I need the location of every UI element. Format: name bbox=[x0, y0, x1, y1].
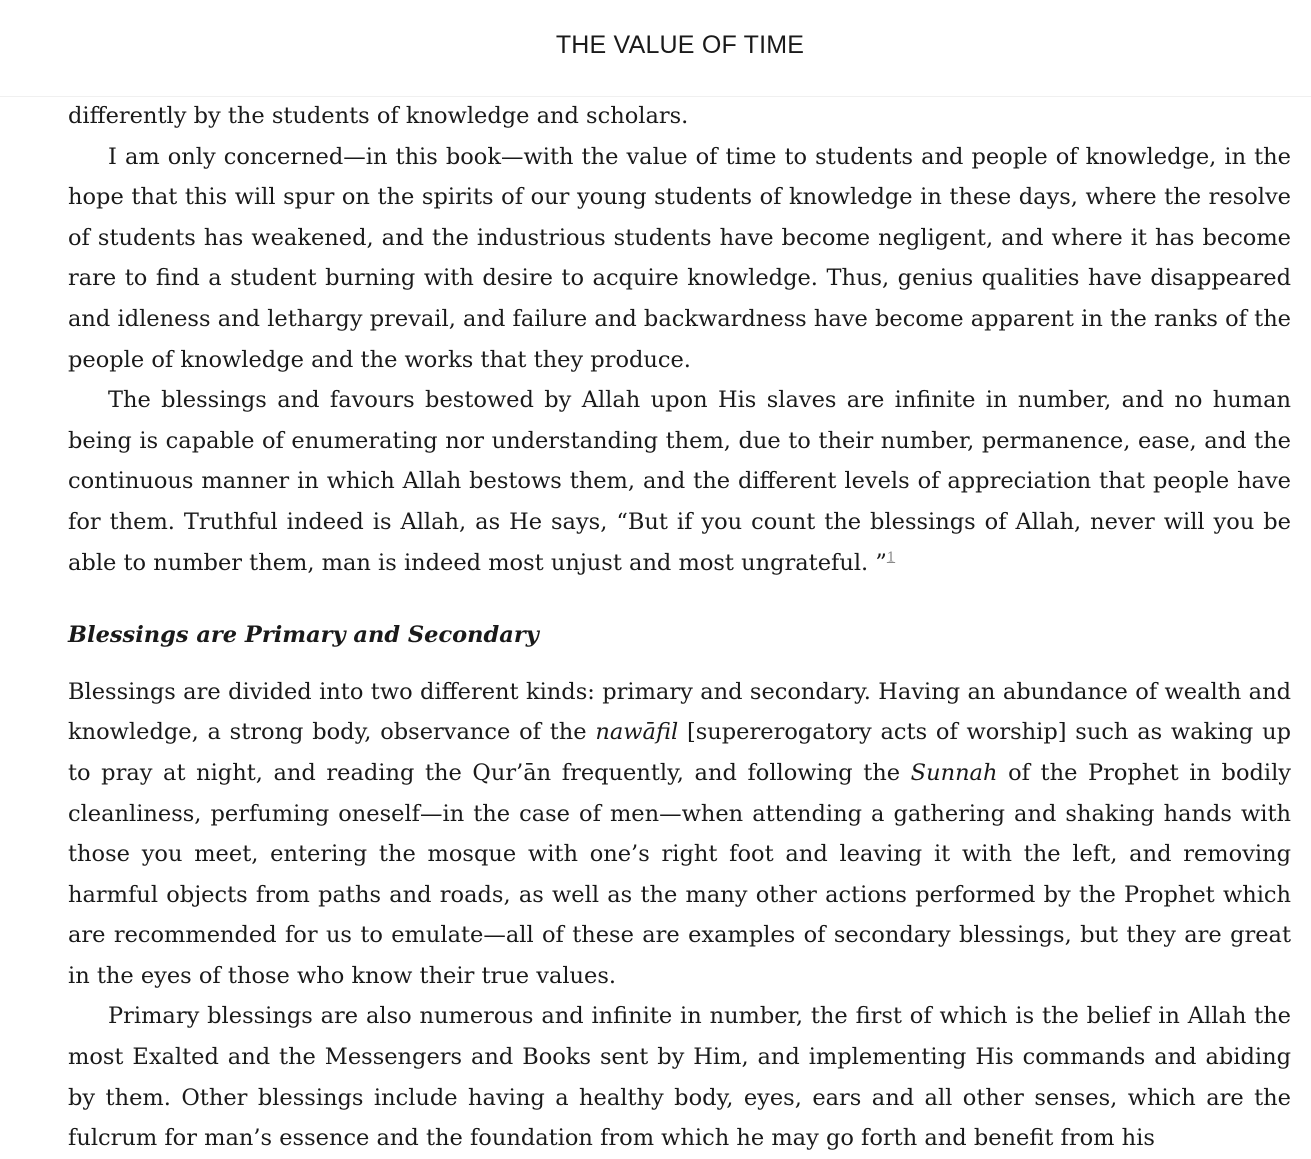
term-nawafil: nawāfil bbox=[595, 719, 679, 746]
paragraph-blessings bbox=[68, 380, 1291, 583]
paragraph-continuation: differently by the students of knowledge and scholars. bbox=[68, 103, 689, 129]
paragraph-blessings-kinds bbox=[68, 672, 1291, 997]
paragraph-text: [supererogatory acts of worship] such as waking up to pray at night, and reading the Qur’ān frequently, and following the bbox=[68, 719, 1291, 786]
term-sunnah: Sunnah bbox=[910, 759, 998, 786]
paragraph-text: Blessings are divided into two different kinds: primary and secondary. Having an abundance of wealth and knowledge, a strong body, observance of the bbox=[68, 678, 1291, 746]
page-title: THE VALUE OF TIME bbox=[555, 31, 805, 59]
book-text bbox=[68, 96, 1291, 1159]
paragraph-text: of the Prophet in bodily cleanliness, perfuming oneself—in the case of men—when attending a gathering and shaking hands with those you meet, entering the mosque with one’s right foot and leaving it with the left, and removing harmful objects from paths and roads, as well as the many other actions performed by the Prophet which are recommended for us to emulate—all of these are examples of secondary blessings, but they are great in the eyes of those who know their true values. bbox=[68, 759, 1292, 989]
page-header bbox=[0, 0, 1311, 97]
section-heading: Blessings are Primary and Secondary bbox=[68, 622, 539, 649]
paragraph-primary-blessings: Primary blessings are also numerous and infinite in number, the first of which is the belief in Allah the most Exalted and the Messengers and Books sent by Him, and implementing His commands and abiding by them. Other blessings include having a healthy body, eyes, ears and all other senses, which are the fulcrum for man’s essence and the foundation from which he may go forth and benefit from his bbox=[68, 1003, 1291, 1152]
paragraph-value-of-time: I am only concerned—in this book—with the value of time to students and people of knowledge, in the hope that this will spur on the spirits of our young students of knowledge in these days, where the resolve of students has weakened, and the industrious students have become negligent, and where it has become rare to find a student burning with desire to acquire knowledge. Thus, genius qualities have disappeared and idleness and lethargy prevail, and failure and backwardness have become apparent in the ranks of the people of knowledge and the works that they produce. bbox=[68, 143, 1291, 373]
paragraph-blessings-text: The blessings and favours bestowed by Allah upon His slaves are infinite in number, and no human being is capable of enumerating nor understanding them, due to their number, permanence, ease, and the continuous manner in which Allah bestows them, and the different levels of appreciation that people have for them. Truthful indeed is Allah, as He says, “But if you count the blessings of Allah, never will you be able to number them, man is indeed most unjust and most ungrateful. ” bbox=[68, 387, 1291, 576]
footnote-link[interactable]: 1 bbox=[886, 550, 896, 566]
